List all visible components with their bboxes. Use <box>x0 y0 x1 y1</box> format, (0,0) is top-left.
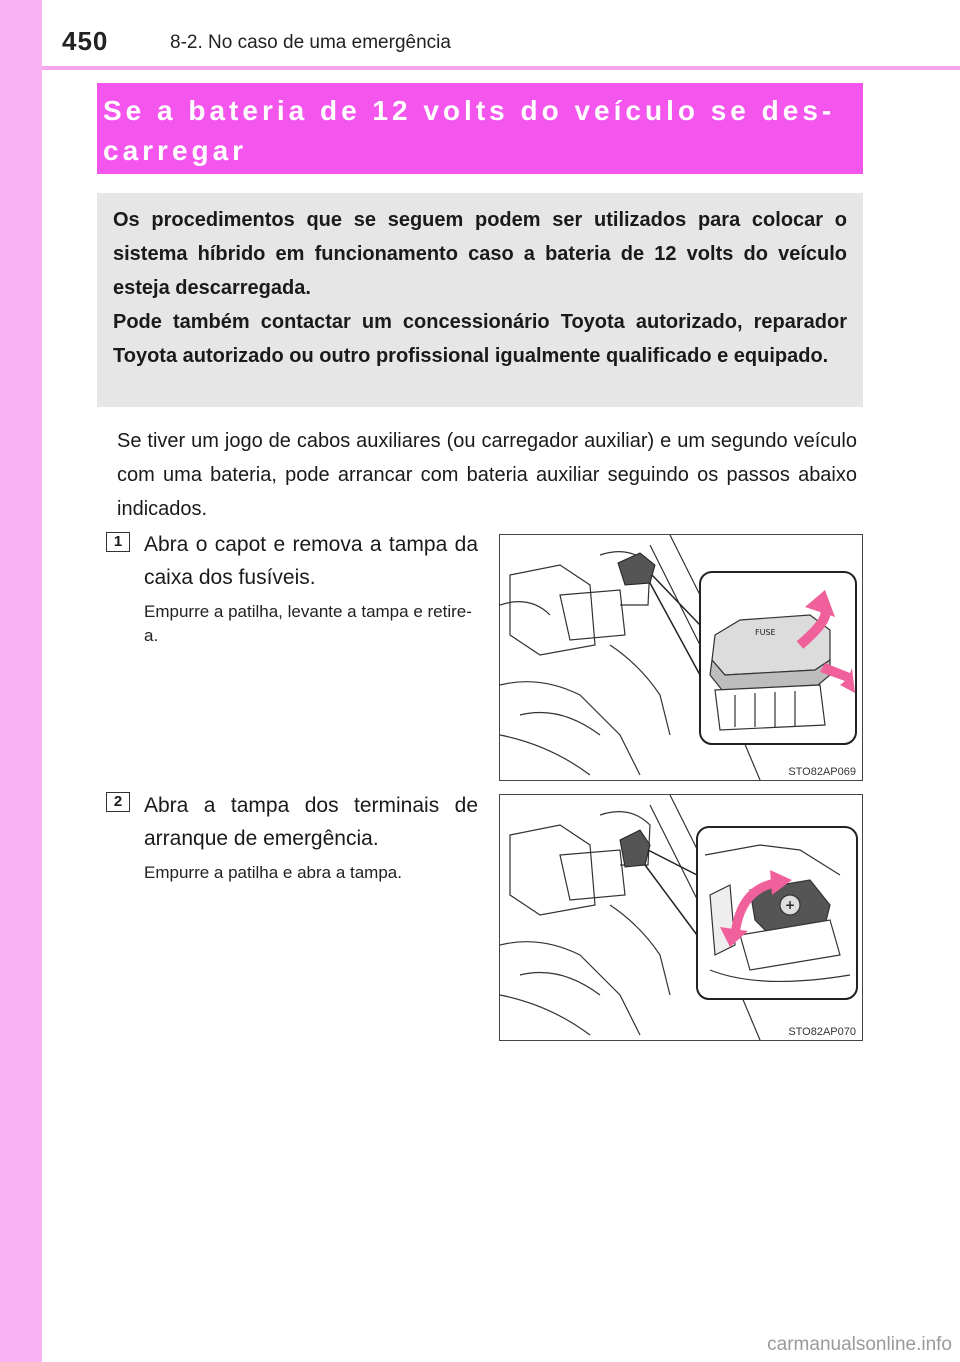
body-paragraph: Se tiver um jogo de cabos auxiliares (ou carregador auxiliar) e um segundo veículo com uma bateria, pode arrancar com bateria auxiliar seguindo os passos abaixo indicados. <box>117 430 857 520</box>
intro-box <box>97 193 863 407</box>
terminal-plus-label: + <box>785 898 796 912</box>
watermark: carmanualsonline.info <box>767 1334 952 1355</box>
figure-emergency-terminal-cover <box>499 794 863 1041</box>
step-1-note: Empurre a patilha, levante a tampa e retire-a. <box>144 602 472 645</box>
step-2-note: Empurre a patilha e abra a tampa. <box>144 863 402 882</box>
engine-bay-illustration-2 <box>500 795 862 1040</box>
side-color-bar <box>0 0 42 1362</box>
step-2-title: Abra a tampa dos terminais de arranque de emergência. <box>144 794 478 850</box>
page-number: 450 <box>62 26 109 56</box>
step-number-2: 2 <box>106 792 130 812</box>
section-title-box <box>97 83 863 174</box>
intro-paragraph-1: Os procedimentos que se seguem podem ser utilizados para colocar o sistema híbrido em funcionamento caso a bateria de 12 volts do veículo esteja descarregada. <box>113 209 847 299</box>
section-title: Se a bateria de 12 volts do veículo se des- carregar <box>103 95 836 166</box>
fuse-cover-label: FUSE <box>755 628 776 637</box>
figure-2-code: STO82AP070 <box>788 1026 856 1038</box>
step-1-title: Abra o capot e remova a tampa da caixa dos fusíveis. <box>144 533 478 589</box>
section-label: 8-2. No caso de uma emergência <box>170 32 451 53</box>
step-number-1: 1 <box>106 532 130 552</box>
header-divider <box>42 66 960 70</box>
figure-1-code: STO82AP069 <box>788 766 856 778</box>
figure-fuse-box-cover <box>499 534 863 781</box>
engine-bay-illustration-1 <box>500 535 862 780</box>
intro-paragraph-2: Pode também contactar um concessionário Toyota autorizado, reparador Toyota autorizado ou outro profissional igualmente qualificado e equipado. <box>113 311 847 367</box>
